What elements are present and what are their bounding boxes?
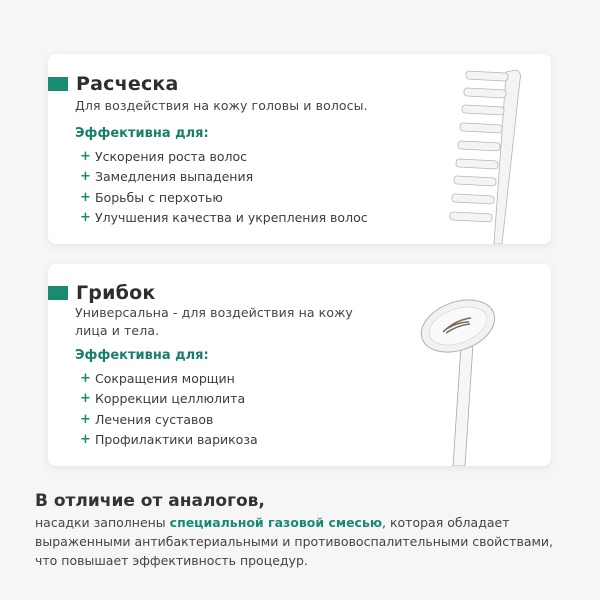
glass-mushroom-electrode-icon	[413, 284, 513, 466]
benefit-item	[80, 208, 368, 229]
plus-icon: +	[80, 169, 91, 185]
comb-benefit-list	[80, 146, 368, 228]
benefit-text: Коррекции целлюлита	[95, 391, 246, 407]
benefit-text: Сокращения морщин	[95, 370, 235, 386]
mushroom-effective-label: Эффективна для:	[75, 348, 209, 363]
plus-icon: +	[80, 411, 91, 427]
footer-heading: В отличие от аналогов,	[35, 491, 265, 511]
benefit-item	[80, 389, 258, 410]
mushroom-title-row	[48, 282, 155, 304]
plus-icon: +	[80, 189, 91, 205]
benefit-item	[80, 430, 258, 451]
description-line: Универсальна - для воздействия на кожу	[75, 305, 353, 320]
benefit-text: Замедления выпадения	[95, 169, 254, 185]
benefit-text: Профилактики варикоза	[95, 432, 258, 448]
plus-icon: +	[80, 391, 91, 407]
benefit-text: Борьбы с перхотью	[95, 189, 223, 205]
footer-text	[35, 513, 575, 570]
plus-icon: +	[80, 432, 91, 448]
footer-advantage	[35, 490, 575, 570]
accent-marker	[48, 286, 68, 300]
comb-attachment-card	[48, 54, 551, 244]
footer-text-start: насадки заполнены	[35, 515, 170, 530]
benefit-text: Ускорения роста волос	[95, 148, 247, 164]
plus-icon: +	[80, 210, 91, 226]
mushroom-title: Грибок	[76, 282, 156, 304]
benefit-item	[80, 146, 368, 167]
benefit-item	[80, 368, 258, 389]
glass-comb-electrode-icon	[426, 64, 536, 244]
footer-highlight: специальной газовой смесью	[169, 515, 383, 530]
comb-title: Расческа	[76, 73, 179, 95]
plus-icon: +	[80, 148, 91, 164]
benefit-item	[80, 187, 368, 208]
benefit-text: Лечения суставов	[95, 411, 214, 427]
plus-icon: +	[80, 370, 91, 386]
accent-marker	[48, 77, 68, 91]
mushroom-attachment-card	[48, 264, 551, 466]
comb-effective-label: Эффективна для:	[75, 126, 209, 141]
benefit-item	[80, 167, 368, 188]
description-line: лица и тела.	[75, 323, 160, 338]
footer-text-end: , которая обладает выраженными антибактериальными и противовоспалительными свойствами, что повышает эффективность процедур.	[35, 515, 554, 568]
benefit-item	[80, 409, 258, 430]
benefit-text: Улучшения качества и укрепления волос	[95, 210, 368, 226]
comb-title-row	[48, 73, 179, 95]
mushroom-benefit-list	[80, 368, 258, 450]
mushroom-description	[75, 304, 353, 340]
comb-description: Для воздействия на кожу головы и волосы.	[75, 98, 368, 113]
